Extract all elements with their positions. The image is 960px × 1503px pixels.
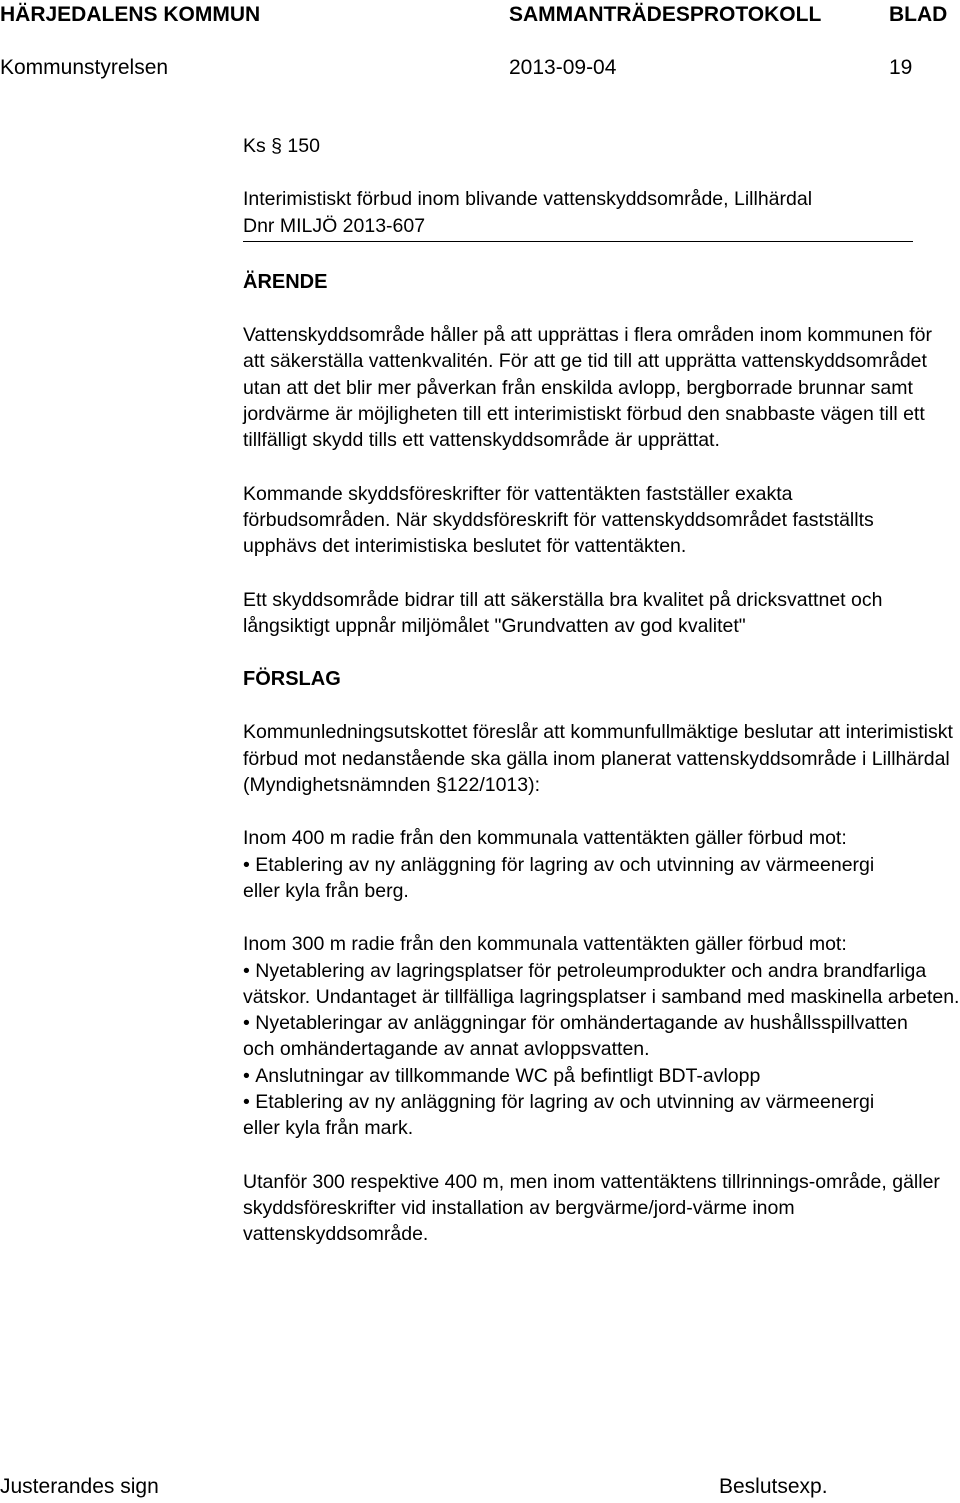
forslag-paragraph: Kommunledningsutskottet föreslår att kommunfullmäktige beslutar att interimistiskt förbud mot nedanstående ska gälla inom planerat vattenskyddsområde i Lillhärdal (Myndighetsnämnden §122/1013):: [243, 721, 953, 797]
case-title-block: [243, 186, 913, 242]
arende-heading: ÄRENDE: [243, 270, 328, 293]
document-type: SAMMANTRÄDESPROTOKOLL: [509, 3, 822, 26]
municipality-name: HÄRJEDALENS KOMMUN: [0, 3, 261, 26]
arende-paragraph-3: Ett skyddsområde bidrar till att säkerställa bra kvalitet på dricksvattnet och långsiktigt uppnår miljömålet "Grundvatten av god kvalitet": [243, 588, 883, 637]
committee-name: Kommunstyrelsen: [0, 56, 169, 79]
document-body: [243, 133, 960, 1248]
zone-400-intro: Inom 400 m radie från den kommunala vattentäkten gäller förbud mot:: [243, 827, 847, 850]
justerandes-sign-label: Justerandes sign: [0, 1475, 159, 1498]
case-paragraph: Ks § 150: [243, 135, 320, 157]
outside-zone-paragraph: Utanför 300 respektive 400 m, men inom vattentäktens tillrinnings-område, gäller skyddsföreskrifter vid installation av bergvärme/jord-värme inom vattenskyddsområde.: [243, 1170, 940, 1246]
zone-300-item: • Nyetableringar av anläggningar för omhändertagande av hushållsspillvatten och omhändertagande av annat avloppsvatten.: [243, 1010, 933, 1063]
arende-paragraph-2: Kommande skyddsföreskrifter för vattentäkten fastställer exakta förbudsområden. När skyddsföreskrift för vattenskyddsområdet fastställts upphävs det interimistiska beslutet för vattentäkten.: [243, 482, 874, 558]
zone-300-item: • Nyetablering av lagringsplatser för petroleumprodukter och andra brandfarliga vätskor. Undantaget är tillfälliga lagringsplatser i samband med maskinella arbeten.: [243, 958, 960, 1011]
forslag-heading: FÖRSLAG: [243, 668, 341, 691]
arende-paragraph-1: Vattenskyddsområde håller på att upprättas i flera områden inom kommunen för att säkerställa vattenkvalitén. För att ge tid till att upprätta vattenskyddsområdet utan att det blir mer påverkan från enskilda avlopp, bergborrade brunnar samt jordvärme är möjligheten till ett interimistiskt förbud den snabbaste vägen till ett tillfälligt skydd tills ett vattenskyddsområde är upprättat.: [243, 324, 932, 452]
zone-300-item: • Etablering av ny anläggning för lagring av och utvinning av värmeenergi eller kyla från mark.: [243, 1089, 883, 1142]
zone-300-intro: Inom 300 m radie från den kommunala vattentäkten gäller förbud mot:: [243, 933, 847, 956]
case-dnr: Dnr MILJÖ 2013-607: [243, 214, 426, 237]
zone-300-item: • Anslutningar av tillkommande WC på befintligt BDT-avlopp: [243, 1063, 960, 1089]
page-number: 19: [889, 56, 913, 79]
case-title: Interimistiskt förbud inom blivande vattenskyddsområde, Lillhärdal: [243, 188, 813, 211]
meeting-date: 2013-09-04: [509, 56, 617, 79]
beslutsexp-label: Beslutsexp.: [719, 1475, 828, 1498]
sheet-label: BLAD: [889, 3, 948, 26]
zone-400-item: • Etablering av ny anläggning för lagring av och utvinning av värmeenergi eller kyla från berg.: [243, 852, 883, 905]
